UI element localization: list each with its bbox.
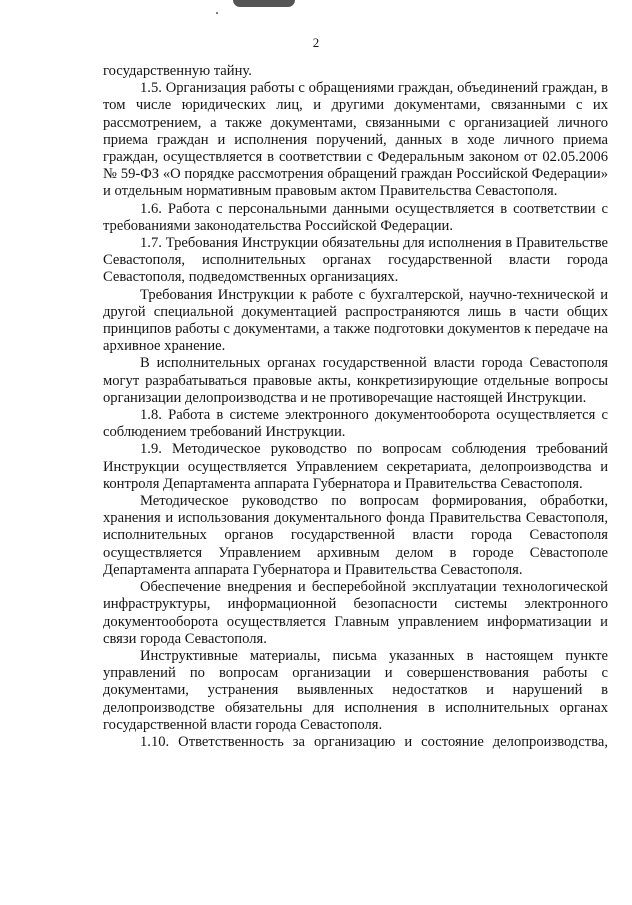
- paragraph: Инструктивные материалы, письма указанных в настоящем пункте управлений по вопросам организации и совершенствования работы с документами, устранения выявленных недостатков и нарушений в делопроизводстве обязательны для исполнения в исполнительных органах государственной власти города Севастополя.: [103, 647, 608, 733]
- paragraph: 1.6. Работа с персональными данными осуществляется в соответствии с требованиями законодательства Российской Федерации.: [103, 200, 608, 234]
- scan-artifact: [233, 0, 295, 7]
- paragraph: Обеспечение внедрения и бесперебойной эксплуатации технологической инфраструктуры, информационной безопасности системы электронного документооборота осуществляется Главным управлением информатизации и связи города Севастополя.: [103, 579, 608, 647]
- scan-speck: [216, 12, 218, 14]
- paragraph: 1.9. Методическое руководство по вопросам соблюдения требований Инструкции осуществляется Управлением секретариата, делопроизводства и контроля Департамента аппарата Губернатора и Правительства Севастополя.: [103, 441, 608, 492]
- paragraph: Требования Инструкции к работе с бухгалтерской, научно-технической и другой специальной документацией распространяются лишь в части общих принципов работы с документами, а также подготовки документов к передаче на архивное хранение.: [103, 286, 608, 355]
- paragraph: государственную тайну.: [103, 63, 252, 79]
- paragraph: Методическое руководство по вопросам формирования, обработки, хранения и использования документального фонда Правительства Севастополя, исполнительных органов государственной власти города Севастополя осуществляется Управлением архивным делом в городе Севастополе Департамента аппарата Губернатора и Правительства Севастополя.: [103, 493, 608, 578]
- paragraph: 1.5. Организация работы с обращениями граждан, объединений граждан, в том числе юридических лиц, и другими документами, связанными с их рассмотрением, а также документами, связанными с организацией личного приема граждан и исполнения поручений, данных в ходе личного приема граждан, осуществляется в соответствии с Федеральным законом от 02.05.2006 № 59-ФЗ «О порядке рассмотрения обращений граждан Российской Федерации» и отдельным нормативным правовым актом Правительства Севастополя.: [103, 80, 608, 200]
- document-body: [103, 63, 608, 751]
- page-number: 2: [312, 35, 320, 50]
- paragraph: 1.8. Работа в системе электронного документооборота осуществляется с соблюдением требований Инструкции.: [103, 407, 608, 441]
- paragraph: 1.7. Требования Инструкции обязательны для исполнения в Правительстве Севастополя, исполнительных органах государственной власти города Севастополя, подведомственных организациях.: [103, 235, 608, 286]
- paragraph: 1.10. Ответственность за организацию и состояние делопроизводства,: [140, 733, 608, 750]
- paragraph: В исполнительных органах государственной власти города Севастополя могут разрабатываться правовые акты, конкретизирующие отдельные вопросы организации делопроизводства и не противоречащие настоящей Инструкции.: [103, 355, 608, 406]
